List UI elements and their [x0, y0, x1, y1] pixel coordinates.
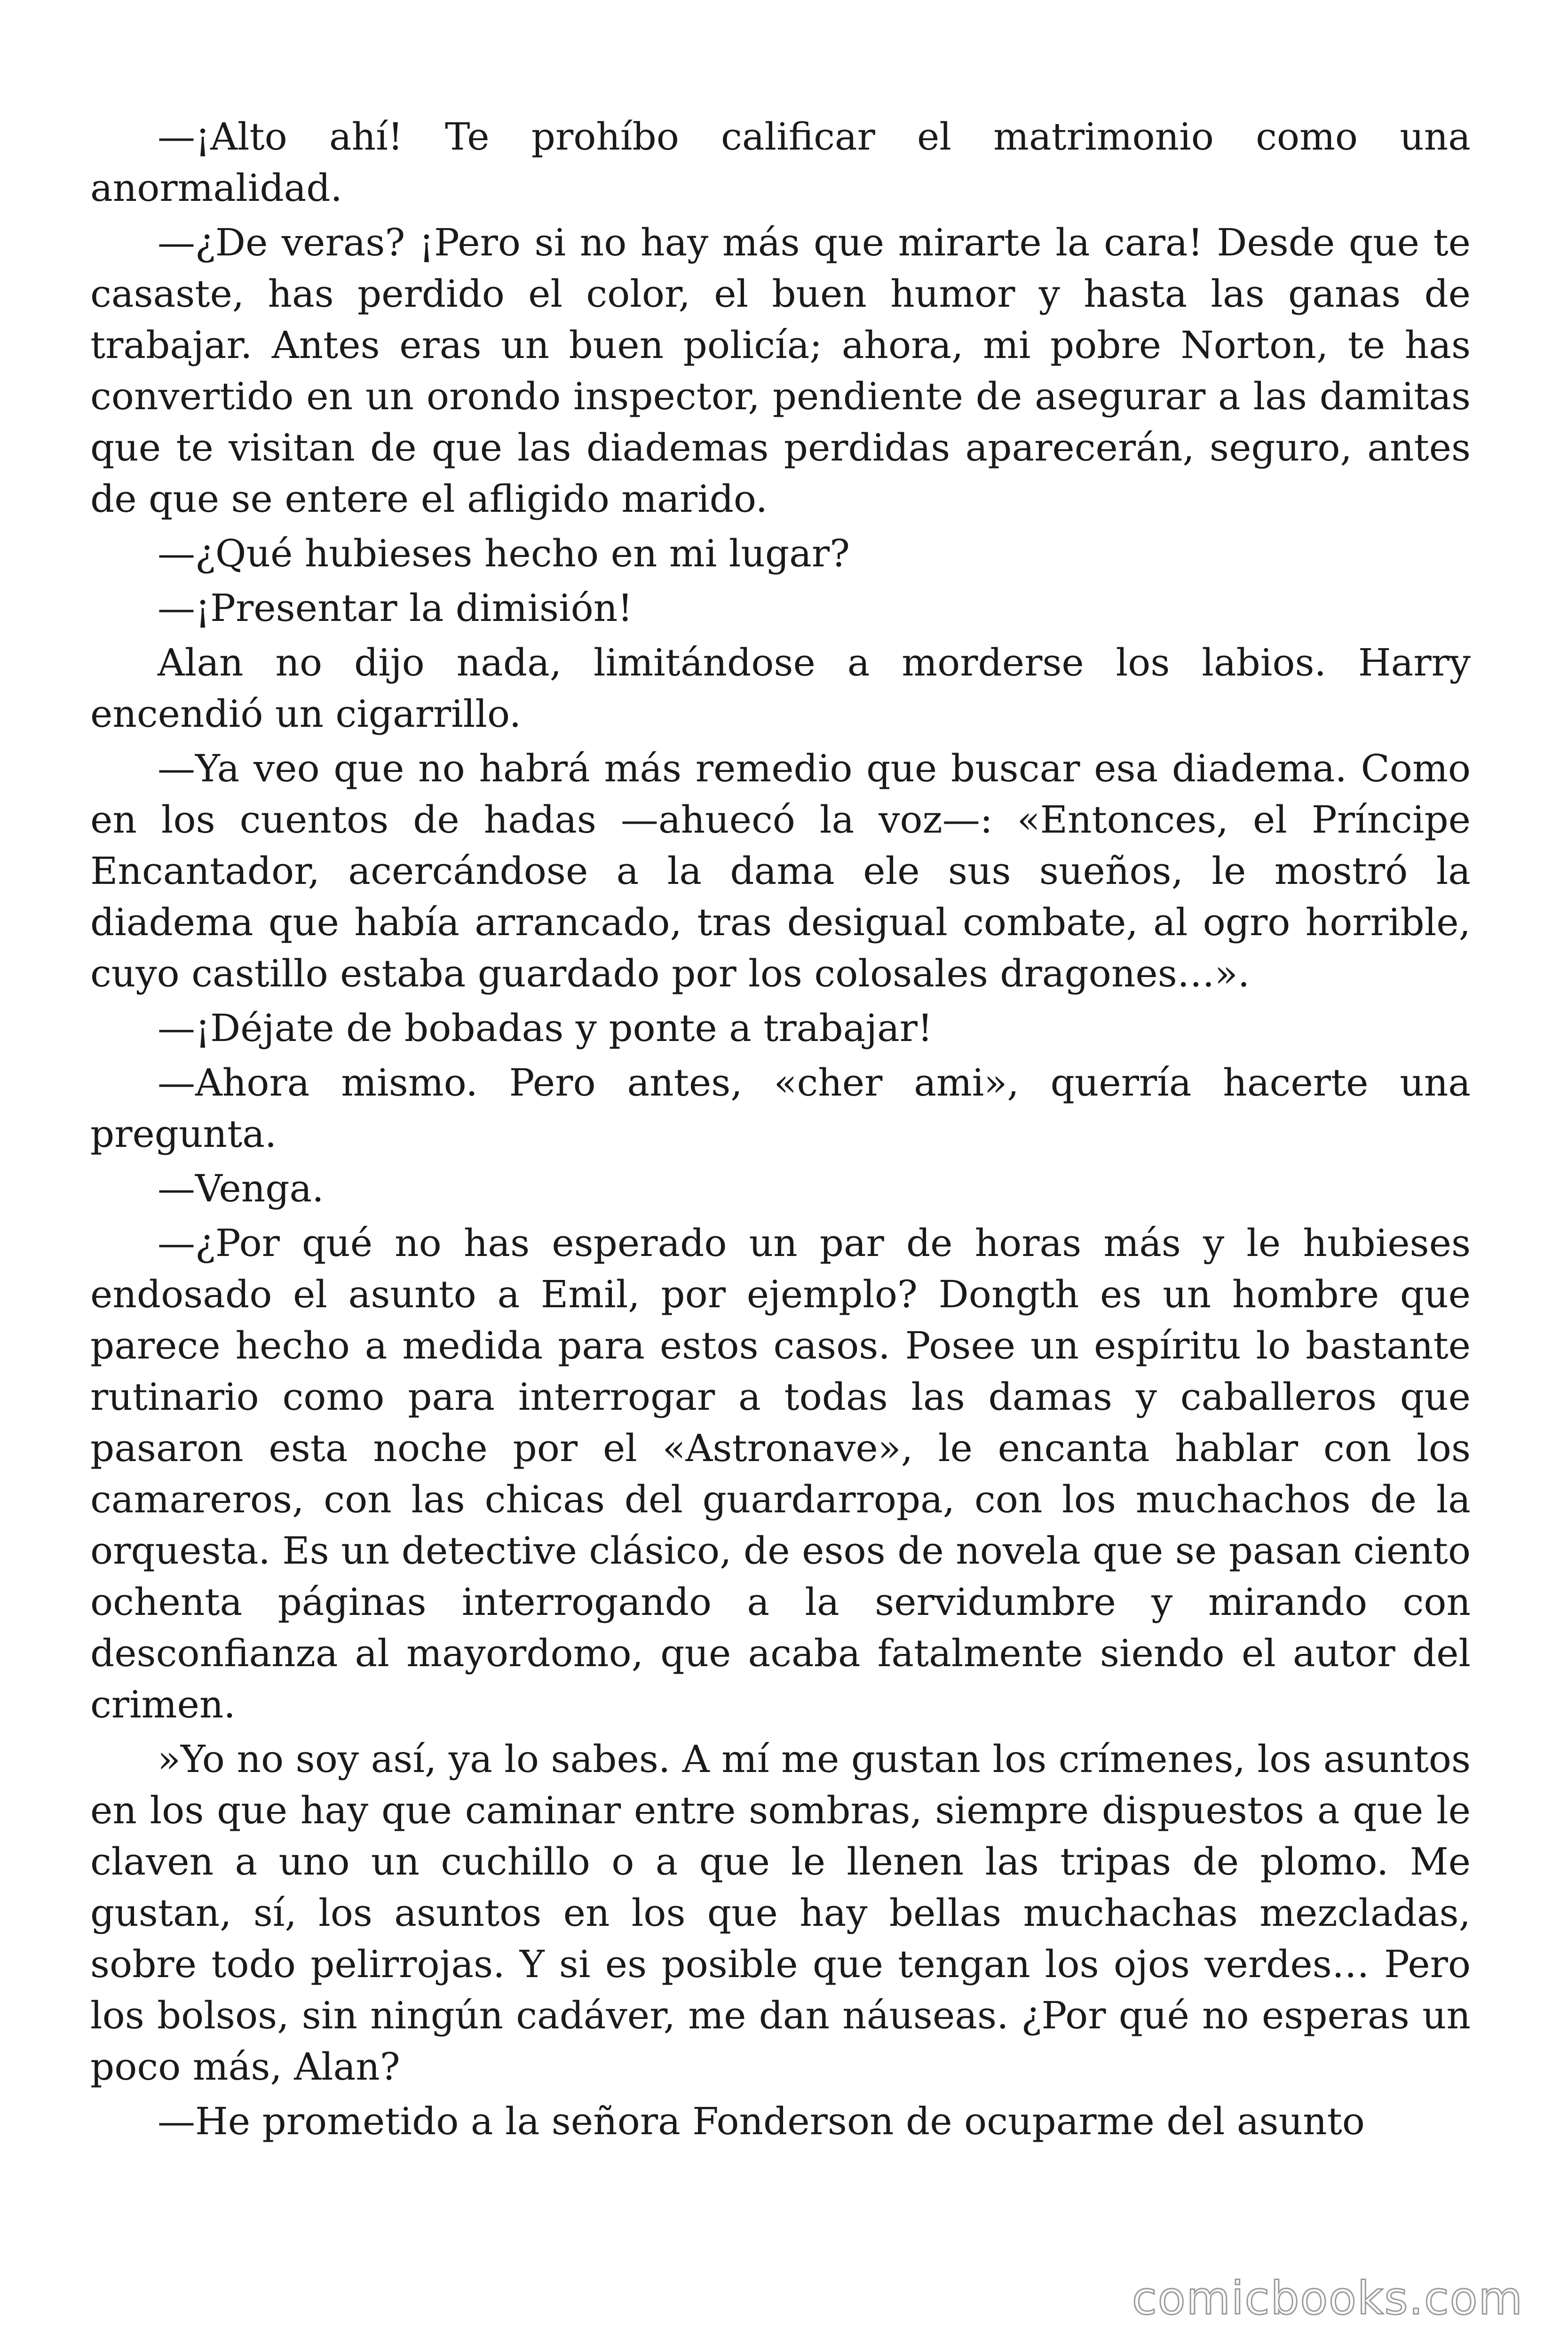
paragraph: —¡Presentar la dimisión! [158, 586, 633, 630]
book-page-text [90, 111, 1471, 2150]
paragraph: —Ahora mismo. Pero antes, «cher ami», querría hacerte una pregunta. [90, 1061, 1471, 1156]
paragraph: —¡Déjate de bobadas y ponte a trabajar! [158, 1006, 933, 1050]
paragraph: —¡Alto ahí! Te prohíbo calificar el matrimonio como una anormalidad. [90, 115, 1471, 210]
paragraph: —He prometido a la señora Fonderson de ocuparme del asunto [158, 2099, 1365, 2143]
paragraph: —Venga. [158, 1167, 324, 1210]
paragraph: »Yo no soy así, ya lo sabes. A mí me gustan los crímenes, los asuntos en los que hay que caminar entre sombras, siempre dispuestos a que le claven a uno un cuchillo o a que le llenen las tripas de plomo. Me gustan, sí, los asuntos en los que hay bellas muchachas mezcladas, sobre todo pelirrojas. Y si es posible que tengan los ojos verdes… Pero los bolsos, sin ningún cadáver, me dan náuseas. ¿Por qué no esperas un poco más, Alan? [90, 1737, 1471, 2089]
watermark: comicbooks.com [1132, 2272, 1523, 2325]
paragraph: —¿Por qué no has esperado un par de horas más y le hubieses endosado el asunto a Emil, por ejemplo? Dongth es un hombre que parece hecho a medida para estos casos. Posee un espíritu lo bastante rutinario como para interrogar a todas las damas y caballeros que pasaron esta noche por el «Astronave», le encanta hablar con los camareros, con las chicas del guardarropa, con los muchachos de la orquesta. Es un detective clásico, de esos de novela que se pasan ciento ochenta páginas interrogando a la servidumbre y mirando con desconfianza al mayordomo, que acaba fatalmente siendo el autor del crimen. [90, 1221, 1471, 1726]
paragraph: —¿Qué hubieses hecho en mi lugar? [158, 532, 850, 575]
paragraph: Alan no dijo nada, limitándose a morderse los labios. Harry encendió un cigarrillo. [90, 641, 1471, 736]
paragraph: —¿De veras? ¡Pero si no hay más que mirarte la cara! Desde que te casaste, has perdido el color, el buen humor y hasta las ganas de trabajar. Antes eras un buen policía; ahora, mi pobre Norton, te has convertido en un orondo inspector, pendiente de asegurar a las damitas que te visitan de que las diademas perdidas aparecerán, seguro, antes de que se entere el afligido marido. [90, 221, 1471, 521]
paragraph: —Ya veo que no habrá más remedio que buscar esa diadema. Como en los cuentos de hadas —ahuecó la voz—: «Entonces, el Príncipe Encantador, acercándose a la dama ele sus sueños, le mostró la diadema que había arrancado, tras desigual combate, al ogro horrible, cuyo castillo estaba guardado por los colosales dragones…». [90, 747, 1471, 995]
